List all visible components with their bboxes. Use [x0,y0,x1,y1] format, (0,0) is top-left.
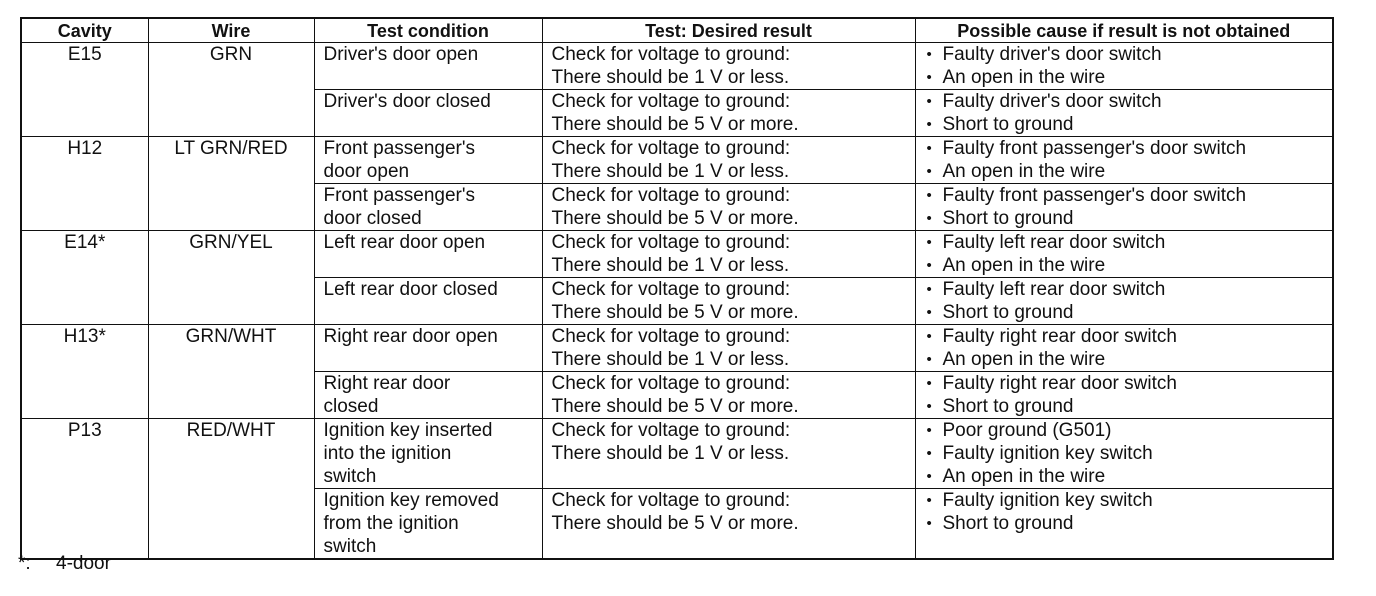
possible-cause-cell [915,137,1333,184]
test-condition-line: closed [323,396,379,417]
cavity-cell: H12 [21,137,148,231]
cavity-cell: H13* [21,325,148,419]
table-row [21,231,1333,278]
desired-result-line: Check for voltage to ground: [551,373,791,394]
test-condition-cell [314,278,542,325]
cavity-cell: P13 [21,419,148,560]
desired-result-line: There should be 5 V or more. [551,208,799,229]
test-condition-line: Right rear door open [323,326,498,347]
test-condition-line: door closed [323,208,422,229]
desired-result-line: There should be 5 V or more. [551,396,799,417]
test-condition-line: switch [323,536,377,557]
test-condition-line: Front passenger's [323,138,475,159]
cause-item: • Faulty ignition key switch [925,489,1329,512]
desired-result-cell [542,231,915,278]
desired-result-line: There should be 1 V or less. [551,67,790,88]
cause-item: • Faulty right rear door switch [925,372,1329,395]
cause-item: • An open in the wire [925,160,1329,183]
cause-item: • Short to ground [925,301,1329,324]
test-condition-cell [314,489,542,560]
cause-item: • An open in the wire [925,254,1329,277]
test-condition-line: Ignition key inserted [323,420,493,441]
desired-result-line: Check for voltage to ground: [551,232,791,253]
possible-cause-cell [915,325,1333,372]
test-condition-cell [314,90,542,137]
cause-item: • Faulty front passenger's door switch [925,137,1329,160]
cause-item: • An open in the wire [925,66,1329,89]
test-condition-cell [314,419,542,489]
test-condition-cell [314,137,542,184]
test-condition-line: Left rear door closed [323,279,498,300]
possible-cause-cell [915,278,1333,325]
test-condition-line: Ignition key removed [323,490,499,511]
desired-result-line: There should be 1 V or less. [551,443,790,464]
cavity-cell: E15 [21,43,148,137]
test-condition-line: switch [323,466,377,487]
test-condition-line: Driver's door closed [323,91,491,112]
desired-result-line: Check for voltage to ground: [551,44,791,65]
desired-result-line: Check for voltage to ground: [551,420,791,441]
header-desired-result: Test: Desired result [542,18,915,43]
table-row [21,137,1333,184]
desired-result-cell [542,278,915,325]
cause-item: • Faulty front passenger's door switch [925,184,1329,207]
desired-result-cell [542,372,915,419]
cause-item: • Faulty left rear door switch [925,231,1329,254]
test-condition-line: from the ignition [323,513,459,534]
cause-item: • Short to ground [925,395,1329,418]
cause-item: • An open in the wire [925,348,1329,371]
test-condition-line: Driver's door open [323,44,479,65]
door-switch-test-sheet [20,17,1332,560]
desired-result-line: There should be 5 V or more. [551,114,799,135]
cavity-cell: E14* [21,231,148,325]
possible-cause-cell [915,43,1333,90]
wire-cell: GRN/WHT [148,325,314,419]
cause-item: • Faulty driver's door switch [925,43,1329,66]
table-row [21,419,1333,489]
test-condition-line: door open [323,161,410,182]
possible-cause-cell [915,372,1333,419]
desired-result-line: Check for voltage to ground: [551,490,791,511]
desired-result-line: There should be 5 V or more. [551,513,799,534]
footnote-mark: *: [18,553,31,574]
test-condition-cell [314,43,542,90]
header-row [21,18,1333,43]
wire-cell: RED/WHT [148,419,314,560]
desired-result-line: Check for voltage to ground: [551,326,791,347]
header-possible-cause: Possible cause if result is not obtained [915,18,1333,43]
test-condition-line: into the ignition [323,443,452,464]
desired-result-line: There should be 1 V or less. [551,161,790,182]
desired-result-cell [542,325,915,372]
desired-result-line: There should be 1 V or less. [551,255,790,276]
possible-cause-cell [915,90,1333,137]
test-condition-cell [314,325,542,372]
table-row [21,325,1333,372]
cause-item: • Faulty driver's door switch [925,90,1329,113]
test-condition-cell [314,184,542,231]
cause-item: • Short to ground [925,207,1329,230]
desired-result-line: There should be 1 V or less. [551,349,790,370]
test-table [20,17,1334,560]
cause-item: • Poor ground (G501) [925,419,1329,442]
test-condition-line: Front passenger's [323,185,475,206]
desired-result-cell [542,137,915,184]
possible-cause-cell [915,231,1333,278]
header-test-condition: Test condition [314,18,542,43]
footnote-text: 4-door [56,553,111,574]
desired-result-cell [542,489,915,560]
cause-item: • Faulty right rear door switch [925,325,1329,348]
test-condition-cell [314,231,542,278]
cause-item: • An open in the wire [925,465,1329,488]
test-condition-line: Right rear door [323,373,451,394]
header-wire: Wire [148,18,314,43]
table-row [21,43,1333,90]
desired-result-cell [542,419,915,489]
desired-result-cell [542,90,915,137]
possible-cause-cell [915,489,1333,560]
test-condition-line: Left rear door open [323,232,486,253]
desired-result-cell [542,43,915,90]
desired-result-cell [542,184,915,231]
possible-cause-cell [915,419,1333,489]
wire-cell: GRN/YEL [148,231,314,325]
desired-result-line: Check for voltage to ground: [551,91,791,112]
cause-item: • Short to ground [925,512,1329,535]
header-cavity: Cavity [21,18,148,43]
desired-result-line: There should be 5 V or more. [551,302,799,323]
cause-item: • Faulty ignition key switch [925,442,1329,465]
footnote [18,552,111,575]
desired-result-line: Check for voltage to ground: [551,279,791,300]
possible-cause-cell [915,184,1333,231]
test-condition-cell [314,372,542,419]
desired-result-line: Check for voltage to ground: [551,185,791,206]
wire-cell: LT GRN/RED [148,137,314,231]
table-body [21,43,1333,560]
cause-item: • Short to ground [925,113,1329,136]
wire-cell: GRN [148,43,314,137]
cause-item: • Faulty left rear door switch [925,278,1329,301]
desired-result-line: Check for voltage to ground: [551,138,791,159]
